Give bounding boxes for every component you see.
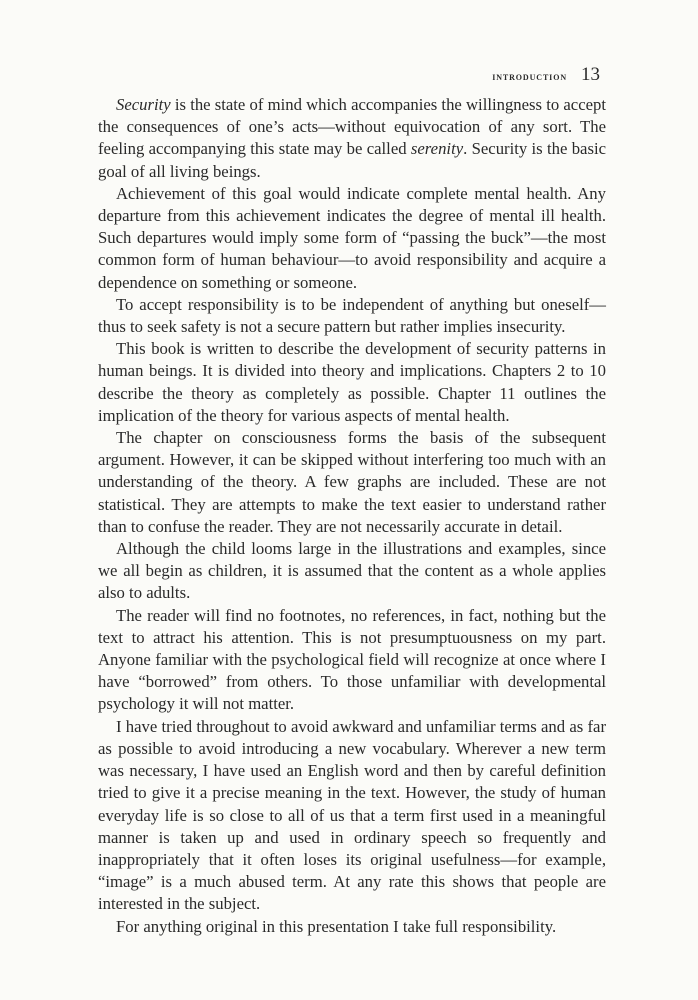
text-run: is the state of mind which accompanies the willingness to accept the consequences of one’s acts—without equivocation of any sort. The feeling accompanying this state may be called — [98, 95, 606, 159]
italic-term: Security — [116, 95, 171, 114]
paragraph — [98, 294, 606, 338]
paragraph — [98, 538, 606, 605]
page-number: 13 — [581, 64, 600, 85]
text-run: This book is written to describe the development of security patterns in human beings. It is divided into theory and implications. Chapters 2 to 10 describe the theory as completely as possible. Chapter 11 outlines the implication of the theory for various aspects of mental health. — [98, 339, 606, 425]
body-text — [98, 94, 606, 938]
paragraph — [98, 183, 606, 294]
text-run: The chapter on consciousness forms the basis of the subsequent argument. However, it can be skipped without interfering too much with an understanding of the theory. A few graphs are included. These are not statistical. They are attempts to make the text easier to understand rather than to confuse the reader. They are not necessarily accurate in detail. — [98, 428, 606, 536]
text-run: To accept responsibility is to be independent of anything but oneself—thus to seek safety is not a secure pattern but rather implies insecurity. — [98, 294, 606, 337]
text-run: The reader will find no footnotes, no references, in fact, nothing but the text to attract his attention. This is not presumptuousness on my part. Anyone familiar with the psychological field will recognize at once where I have “borrowed” from others. To those unfamiliar with developmental psychology it will not matter. — [98, 605, 606, 714]
text-run: Achievement of this goal would indicate complete mental health. Any departure from this achievement indicates the degree of mental ill health. Such departures would imply some form of “passing the buck”—the most common form of human behaviour—to avoid responsibility and acquire a dependence on something or someone. — [98, 183, 606, 292]
text-run: Although the child looms large in the illustrations and examples, since we all begin as children, it is assumed that the content as a whole applies also to adults. — [98, 539, 606, 603]
italic-term: serenity — [410, 139, 464, 159]
paragraph — [98, 716, 606, 916]
paragraph — [98, 338, 606, 427]
text-run: I have tried throughout to avoid awkward and unfamiliar terms and as far as possible to avoid introducing a new vocabulary. Wherever a new term was necessary, I have used an English word and then by careful definition tried to give it a precise meaning in the text. However, the study of human everyday life is so close to all of us that a term first used in a meaningful manner is taken up and used in ordinary speech so frequently and inappropriately that it often loses its original usefulness—for example, “image” is a much abused term. At any rate this shows that people are interested in the subject. — [98, 716, 606, 914]
text-run: For anything original in this presentation I take full responsibility. — [116, 916, 557, 936]
running-title: introduction — [492, 69, 567, 83]
paragraph — [98, 427, 606, 538]
text-run: . Security is the basic goal of all living beings. — [98, 139, 606, 181]
paragraph — [98, 94, 606, 183]
paragraph — [98, 605, 606, 716]
running-head — [492, 64, 600, 86]
paragraph — [98, 916, 606, 938]
